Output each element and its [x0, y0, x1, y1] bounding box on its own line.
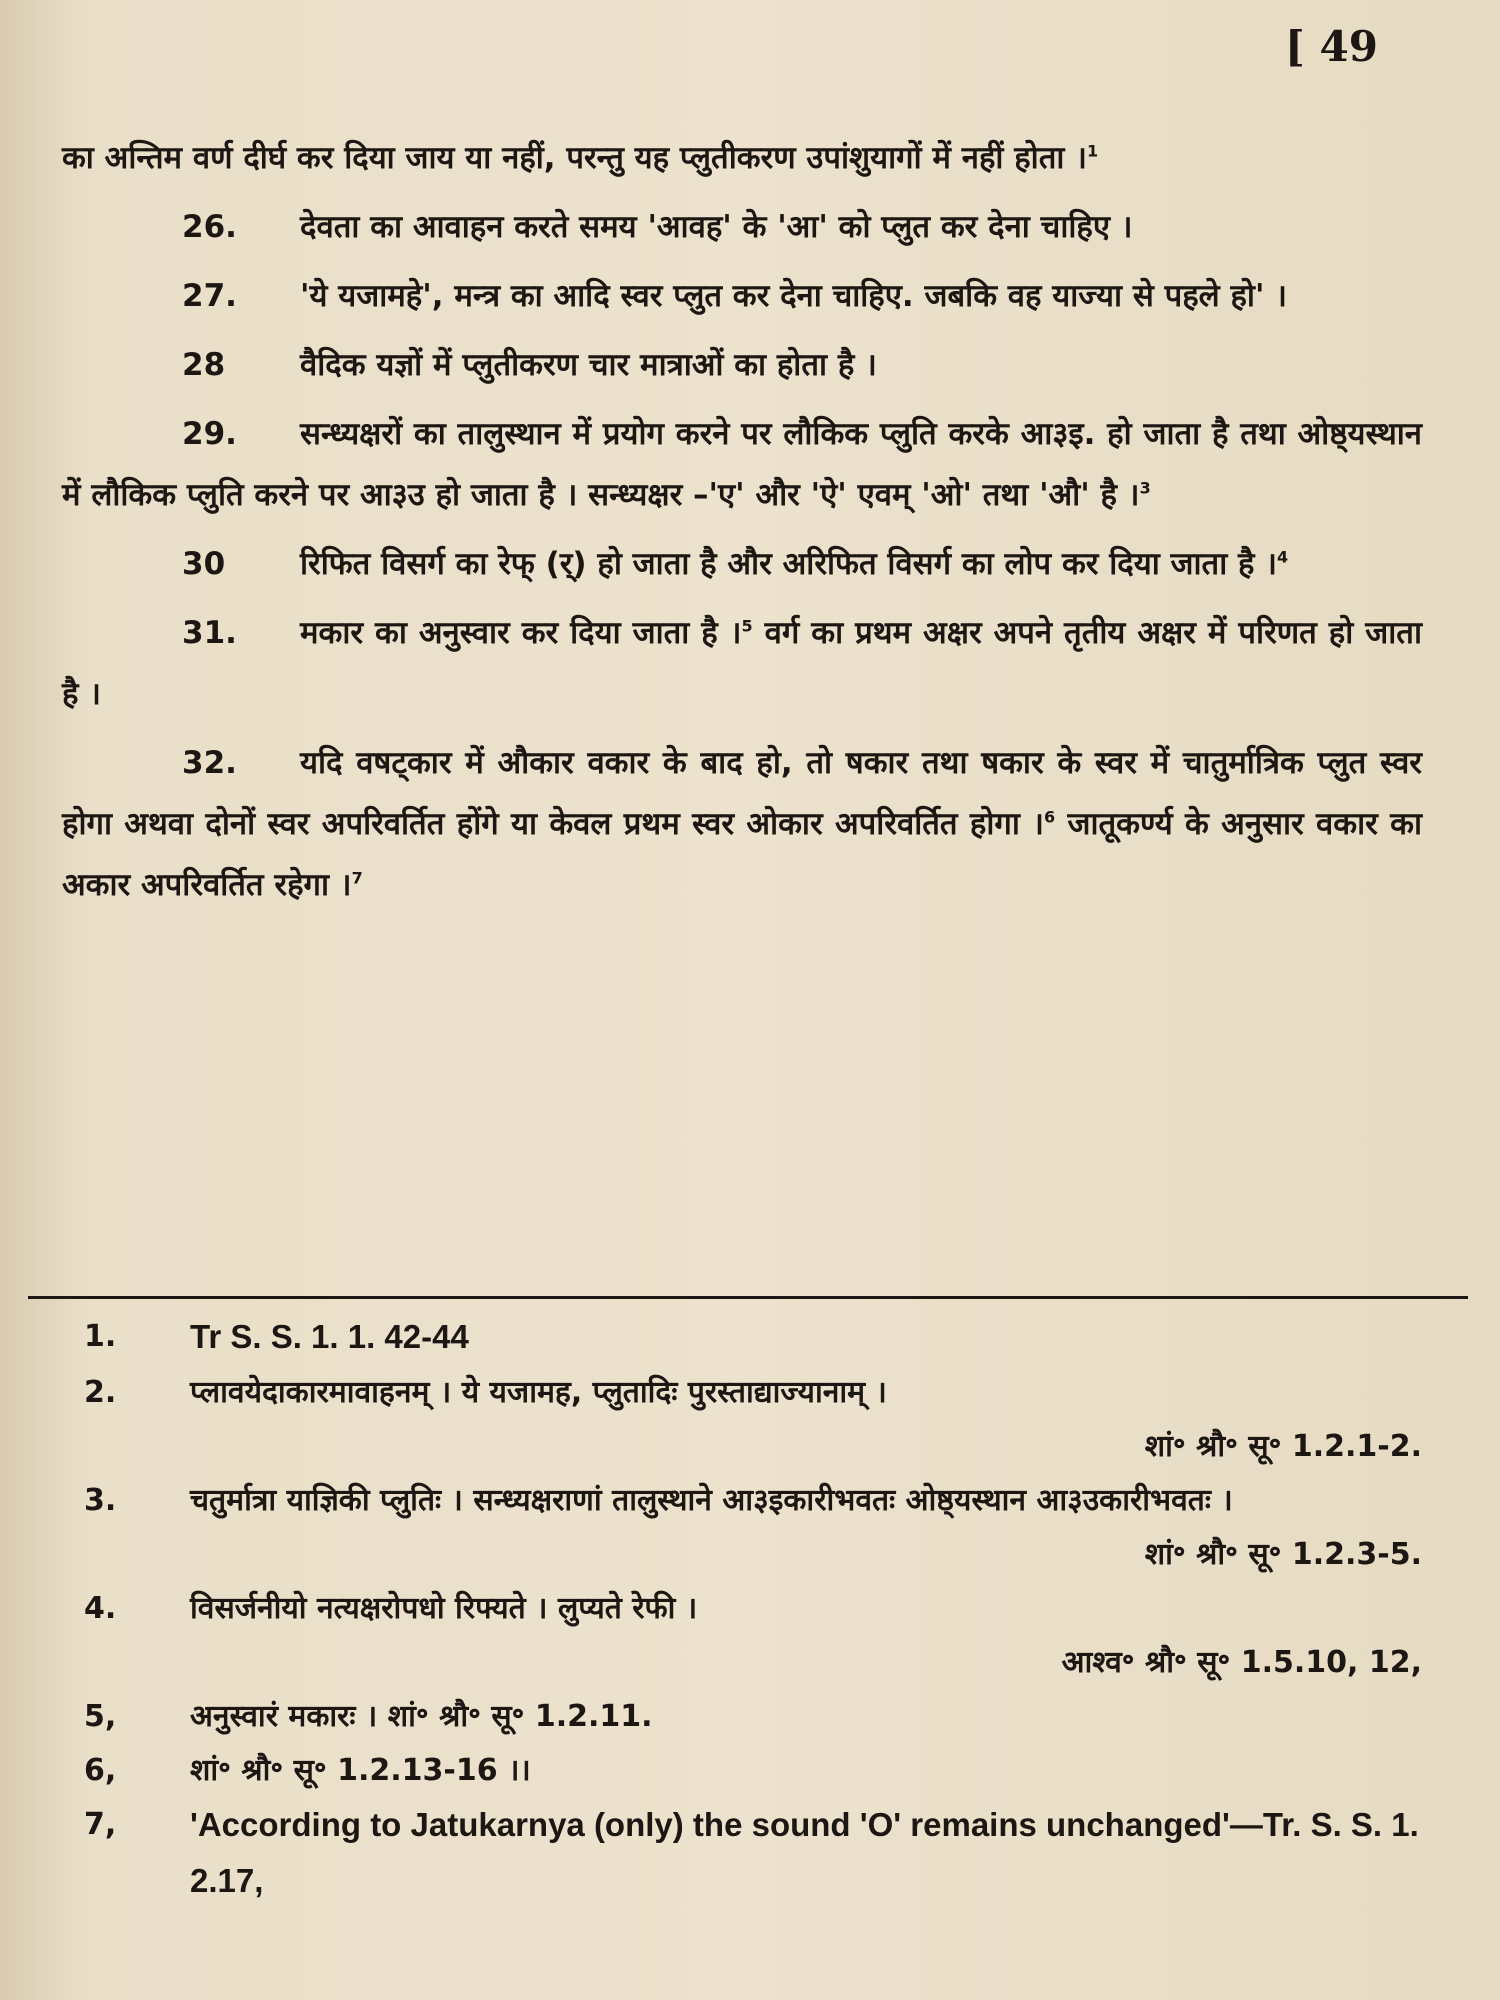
paragraph-number: 31.	[182, 615, 237, 651]
paragraph-29: 29. सन्ध्यक्षरों का तालुस्थान में प्रयोग करने पर लौकिक प्लुति करके आ३इ. हो जाता है तथा ओष्ठ्यस्थान में लौकिक प्लुति करने पर आ३उ हो जाता है । सन्ध्यक्षर –'ए' और 'ऐ' एवम् 'ओ' तथा 'औ' है ।$^3$	[62, 404, 1422, 526]
page-number: [ 49	[1285, 22, 1378, 71]
paragraph-27: 27. 'ये यजामहे', मन्त्र का आदि स्वर प्लुत कर देना चाहिए. जबकि वह याज्या से पहले हो' ।	[62, 266, 1422, 327]
paragraph-32: 32. यदि वषट्कार में औकार वकार के बाद हो, तो षकार तथा षकार के स्वर में चातुर्मात्रिक प्लुत स्वर होगा अथवा दोनों स्वर अपरिवर्तित होंगे या केवल प्रथम स्वर ओकार अपरिवर्तित होगा ।$^6$ जातूकर्ण्य के अनुसार वकार का अकार अपरिवर्तित रहेगा ।$^7$	[62, 733, 1422, 916]
paragraph-continued: का अन्तिम वर्ण दीर्घ कर दिया जाय या नहीं, परन्तु यह प्लुतीकरण उपांशुयागों में नहीं होता ।$^1$	[62, 140, 1099, 176]
paragraph-number: 26.	[182, 209, 237, 245]
footnote-5: 5, अनुस्वारं मकारः । शां॰ श्रौ॰ सू॰ 1.2.11.	[84, 1699, 653, 1734]
footnote-6: 6, शां॰ श्रौ॰ सू॰ 1.2.13-16 ।।	[84, 1753, 531, 1788]
paragraph-28: 28 वैदिक यज्ञों में प्लुतीकरण चार मात्राओं का होता है ।	[62, 335, 1422, 396]
paragraph-number: 29.	[182, 416, 237, 452]
footnote-2: 2. प्लावयेदाकारमावाहनम् । ये यजामह, प्लुतादिः पुरस्ताद्याज्यानाम् । शां॰ श्रौ॰ सू॰ 1.2.1-2.	[72, 1366, 1422, 1474]
paragraph-26: 26. देवता का आवाहन करते समय 'आवह' के 'आ' को प्लुत कर देना चाहिए ।	[62, 197, 1422, 258]
paragraph-number: 28	[182, 347, 226, 383]
footnote-reference: शां॰ श्रौ॰ सू॰ 1.2.3-5.	[1144, 1537, 1422, 1572]
footnote-divider	[28, 1296, 1468, 1299]
paragraph-number: 32.	[182, 745, 237, 781]
footnote-3: 3. चतुर्मात्रा याज्ञिकी प्लुतिः । सन्ध्यक्षराणां तालुस्थाने आ३इकारीभवतः ओष्ठ्यस्थान आ३उकारीभवतः । शां॰ श्रौ॰ सू॰ 1.2.3-5.	[72, 1474, 1422, 1582]
footnote-7: 7, 'According to Jatukarnya (only) the sound 'O' remains unchanged'—Tr. S. S. 1. 2.17,	[84, 1806, 1419, 1899]
footnote-reference: शां॰ श्रौ॰ सू॰ 1.2.1-2.	[1144, 1429, 1422, 1464]
footnotes	[72, 1310, 1422, 1910]
footnote-reference: आश्व॰ श्रौ॰ सू॰ 1.5.10, 12,	[1061, 1645, 1422, 1680]
paragraph-number: 30	[182, 546, 226, 582]
footnote-4: 4. विसर्जनीयो नत्यक्षरोपधो रिफ्यते । लुप्यते रेफी । आश्व॰ श्रौ॰ सू॰ 1.5.10, 12,	[72, 1582, 1422, 1690]
footnote-1: 1. Tr S. S. 1. 1. 42-44	[84, 1318, 469, 1355]
paragraph-30: 30 रिफित विसर्ग का रेफ् (र्) हो जाता है और अरिफित विसर्ग का लोप कर दिया जाता है ।$^4$	[62, 534, 1422, 595]
main-text	[62, 128, 1422, 924]
paragraph-31: 31. मकार का अनुस्वार कर दिया जाता है ।$^5$ वर्ग का प्रथम अक्षर अपने तृतीय अक्षर में परिणत हो जाता है ।	[62, 603, 1422, 725]
paragraph-number: 27.	[182, 278, 237, 314]
